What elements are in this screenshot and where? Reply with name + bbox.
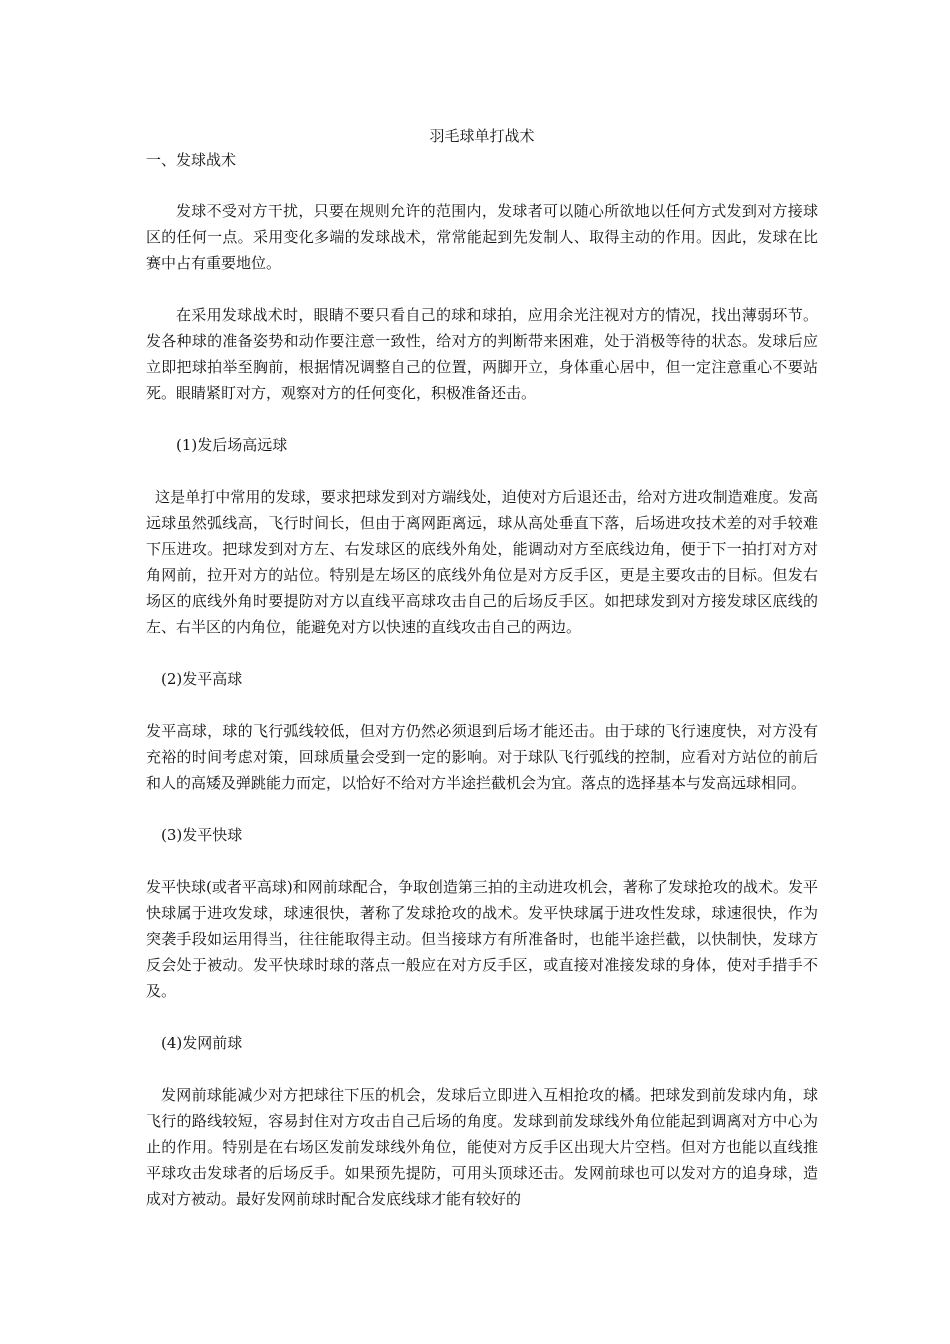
paragraph-flat-fast-serve: 发平快球(或者平高球)和网前球配合，争取创造第三拍的主动进攻机会，著称了发球抢攻的战术。发平快球属于进攻发球，球速很快，著称了发球抢攻的战术。发平快球属于进攻性发球，球速很快，作为突袭手段如运用得当，往往能取得主动。但当接球方有所准备时，也能半途拦截，以快制快，发球方反会处于被动。发平快球时球的落点一般应在对方反手区，或直接对准接发球的身体，使对手措手不及。 xyxy=(146,878,818,1000)
subheading-net-serve: (4)发网前球 xyxy=(161,1034,243,1052)
paragraph-serve-technique: 在采用发球战术时，眼睛不要只看自己的球和球拍，应用余光注视对方的情况，找出薄弱环节。发各种球的准备姿势和动作要注意一致性，给对方的判断带来困难，处于消极等待的状态。发球后应立即把球拍举至胸前，根据情况调整自己的位置，两脚开立，身体重心居中，但一定注意重心不要站死。眼睛紧盯对方，观察对方的任何变化，积极准备还击。 xyxy=(146,306,818,402)
document-page xyxy=(146,124,818,1212)
document-title: 羽毛球单打战术 xyxy=(429,127,535,145)
paragraph-net-serve: 发网前球能减少对方把球往下压的机会，发球后立即进入互相抢攻的橘。把球发到前发球内角，球飞行的路线较短，容易封住对方攻击自己后场的角度。发球到前发球线外角位能起到调离对方中心为止的作用。特别是在右场区发前发球线外角位，能使对方反手区出现大片空档。但对方也能以直线推平球攻击发球者的后场反手。如果预先提防，可用头顶球还击。发网前球也可以发对方的追身球，造成对方被动。最好发网前球时配合发底线球才能有较好的 xyxy=(146,1086,818,1208)
section-heading-serve-tactics: 一、发球战术 xyxy=(146,151,237,169)
paragraph-serve-intro: 发球不受对方干扰，只要在规则允许的范围内，发球者可以随心所欲地以任何方式发到对方接球区的任何一点。采用变化多端的发球战术，常常能起到先发制人、取得主动的作用。因此，发球在比赛中占有重要地位。 xyxy=(146,202,818,272)
subheading-high-clear-serve: (1)发后场高远球 xyxy=(176,436,288,454)
subheading-flat-fast-serve: (3)发平快球 xyxy=(161,826,243,844)
paragraph-high-clear-serve: 这是单打中常用的发球，要求把球发到对方端线处，迫使对方后退还击，给对方进攻制造难度。发高远球虽然弧线高，飞行时间长，但由于离网距离远，球从高处垂直下落，后场进攻技术差的对手较难下压进攻。把球发到对方左、右发球区的底线外角处，能调动对方至底线边角，便于下一拍打对方对角网前，拉开对方的站位。特别是左场区的底线外角位是对方反手区，更是主要攻击的目标。但发右场区的底线外角时要提防对方以直线平高球攻击自己的后场反手区。如把球发到对方接发球区底线的左、右半区的内角位，能避免对方以快速的直线攻击自己的两边。 xyxy=(146,488,818,636)
paragraph-flat-high-serve: 发平高球，球的飞行弧线较低，但对方仍然必须退到后场才能还击。由于球的飞行速度快，对方没有充裕的时间考虑对策，回球质量会受到一定的影响。对于球队飞行弧线的控制，应看对方站位的前后和人的高矮及弹跳能力而定，以恰好不给对方半途拦截机会为宜。落点的选择基本与发高远球相同。 xyxy=(146,722,818,792)
subheading-flat-high-serve: (2)发平高球 xyxy=(161,670,243,688)
